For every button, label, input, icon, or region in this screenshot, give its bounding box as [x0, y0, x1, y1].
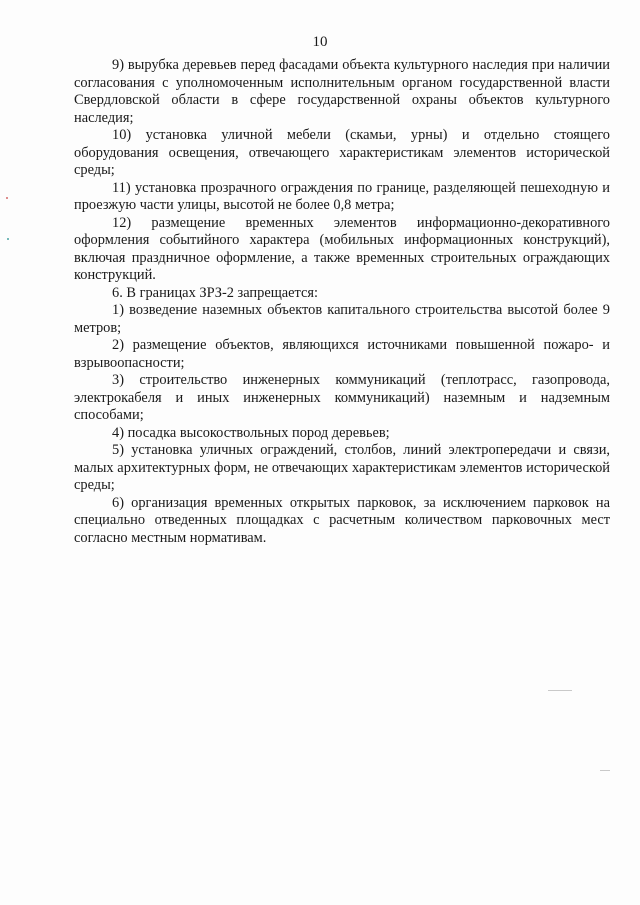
paragraph-prohibition-3: 3) строительство инженерных коммуникаций (теплотрасс, газопровода, электрокабеля и иных инженерных коммуникаций) наземным и надземным способами;: [74, 372, 610, 423]
paragraph-item-9: 9) вырубка деревьев перед фасадами объекта культурного наследия при наличии согласования с уполномоченным исполнительным органом государственной власти Свердловской области в сфере государственной охраны объектов культурного наследия;: [74, 57, 610, 126]
paragraph-prohibition-4: 4) посадка высокоствольных пород деревьев;: [112, 424, 390, 441]
paragraph-prohibition-2: 2) размещение объектов, являющихся источниками повышенной пожаро- и взрывоопасности;: [74, 337, 610, 371]
scan-mark: [6, 197, 8, 199]
paragraph-item-10: 10) установка уличной мебели (скамьи, урны) и отдельно стоящего оборудования освещения, отвечающего характеристикам элементов исторической среды;: [74, 127, 610, 178]
page-number: 10: [312, 34, 328, 50]
document-body: [74, 57, 610, 547]
paragraph-prohibition-1: 1) возведение наземных объектов капитального строительства высотой более 9 метров;: [74, 302, 610, 336]
section-heading-zrz-2: 6. В границах ЗРЗ-2 запрещается:: [112, 284, 319, 301]
scan-mark: [7, 238, 9, 240]
paragraph-prohibition-5: 5) установка уличных ограждений, столбов, линий электропередачи и связи, малых архитектурных форм, не отвечающих характеристикам элементов исторической среды;: [74, 442, 610, 493]
scan-line-mark: [600, 770, 610, 771]
scan-line-mark: [548, 690, 572, 691]
paragraph-item-12: 12) размещение временных элементов информационно-декоративного оформления событийного характера (мобильных информационных конструкций), включая праздничное оформление, а также временных строительных ограждающих конструкций.: [74, 214, 610, 283]
paragraph-item-11: 11) установка прозрачного ограждения по границе, разделяющей пешеходную и проезжую части улицы, высотой не более 0,8 метра;: [74, 179, 610, 213]
paragraph-prohibition-6: 6) организация временных открытых парковок, за исключением парковок на специально отведенных площадках с расчетным количеством парковочных мест согласно местным нормативам.: [74, 494, 610, 546]
